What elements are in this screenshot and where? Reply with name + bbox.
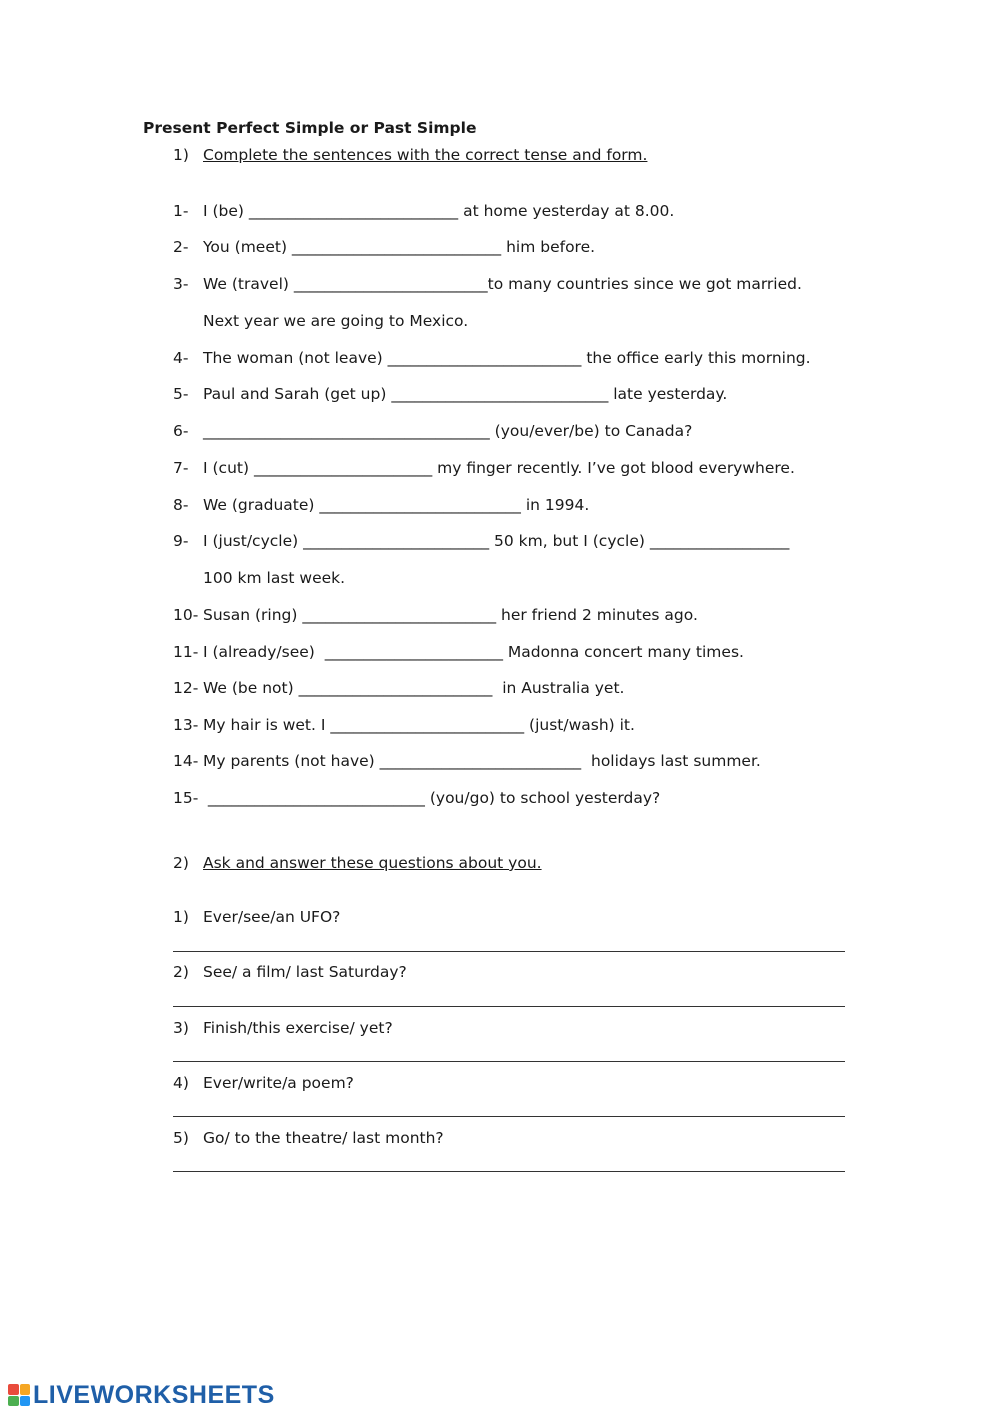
answer-line[interactable] [173, 1061, 845, 1062]
item-number: 10- [173, 606, 199, 624]
question-number: 1) [173, 908, 189, 926]
answer-line[interactable] [173, 1006, 845, 1007]
answer-line[interactable] [173, 951, 845, 952]
item-text[interactable]: I (cut) _______________________ my finger recently. I’ve got blood everywhere. [203, 459, 795, 477]
item-number: 4- [173, 349, 189, 367]
item-continuation: 100 km last week. [203, 569, 346, 587]
item-text[interactable]: I (just/cycle) ________________________ 50 km, but I (cycle) __________________ [203, 532, 790, 550]
question-number: 2) [173, 963, 189, 981]
item-text[interactable]: Susan (ring) _________________________ her friend 2 minutes ago. [203, 606, 698, 624]
question-text: Ever/write/a poem? [203, 1074, 354, 1092]
question-text: See/ a film/ last Saturday? [203, 963, 407, 981]
item-text[interactable]: We (travel) _________________________to many countries since we got married. [203, 275, 802, 293]
section1-instruction: Complete the sentences with the correct tense and form. [203, 146, 648, 164]
question-number: 5) [173, 1129, 189, 1147]
question-text: Finish/this exercise/ yet? [203, 1019, 393, 1037]
item-text[interactable]: My hair is wet. I _________________________ (just/wash) it. [203, 716, 635, 734]
logo-text: LIVEWORKSHEETS [33, 1380, 275, 1409]
item-text[interactable]: _____________________________________ (you/ever/be) to Canada? [203, 422, 693, 440]
item-text[interactable]: The woman (not leave) _________________________ the office early this morning. [203, 349, 811, 367]
question-text: Go/ to the theatre/ last month? [203, 1129, 444, 1147]
item-number: 5- [173, 385, 189, 403]
section2-instruction: Ask and answer these questions about you. [203, 854, 542, 872]
item-number: 6- [173, 422, 189, 440]
item-text[interactable]: I (be) ___________________________ at home yesterday at 8.00. [203, 202, 675, 220]
section1-number: 1) [173, 146, 189, 164]
item-text[interactable]: You (meet) ___________________________ him before. [203, 238, 596, 256]
liveworksheets-logo[interactable] [8, 1380, 275, 1410]
item-number: 8- [173, 496, 189, 514]
question-number: 3) [173, 1019, 189, 1037]
page-title: Present Perfect Simple or Past Simple [143, 119, 477, 137]
item-number: 2- [173, 238, 189, 256]
item-number: 11- [173, 643, 199, 661]
answer-line[interactable] [173, 1171, 845, 1172]
item-number: 9- [173, 532, 189, 550]
question-number: 4) [173, 1074, 189, 1092]
item-text[interactable]: I (already/see) _______________________ Madonna concert many times. [203, 643, 744, 661]
item-text[interactable]: My parents (not have) __________________________ holidays last summer. [203, 752, 761, 770]
item-text[interactable]: ____________________________ (you/go) to school yesterday? [203, 789, 661, 807]
item-text[interactable]: We (be not) _________________________ in Australia yet. [203, 679, 625, 697]
item-number: 3- [173, 275, 189, 293]
answer-line[interactable] [173, 1116, 845, 1117]
item-number: 15- [173, 789, 199, 807]
item-number: 13- [173, 716, 199, 734]
question-text: Ever/see/an UFO? [203, 908, 341, 926]
liveworksheets-mark-icon [8, 1384, 30, 1406]
item-number: 7- [173, 459, 189, 477]
item-number: 12- [173, 679, 199, 697]
logo-tile-red [8, 1384, 19, 1395]
item-number: 1- [173, 202, 189, 220]
logo-tile-blue [20, 1396, 31, 1407]
logo-tile-green [8, 1396, 19, 1407]
section2-number: 2) [173, 854, 189, 872]
item-continuation: Next year we are going to Mexico. [203, 312, 469, 330]
item-number: 14- [173, 752, 199, 770]
item-text[interactable]: Paul and Sarah (get up) ____________________________ late yesterday. [203, 385, 728, 403]
item-text[interactable]: We (graduate) __________________________ in 1994. [203, 496, 590, 514]
logo-tile-orange [20, 1384, 31, 1395]
